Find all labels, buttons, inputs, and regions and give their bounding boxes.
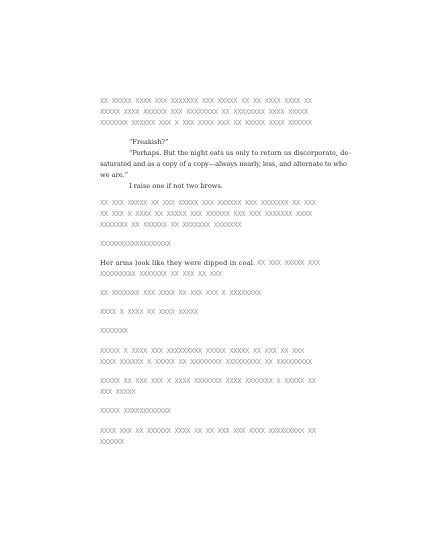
dialogue-line: “Freakish?” <box>129 138 169 146</box>
redacted-line: XXXXX X XXXX XXX XXXXXXXXX XXXXX XXXXX XX XXX XX XXX <box>100 347 304 355</box>
redacted-line: XXXXX XXXX XXXXXX XXX XXXXXXXX XX XXXXXXXX XXXX XXXXX <box>100 108 308 116</box>
redacted-line: XXXXXXX XX XXXXXX XX XXXXXXX XXXXXXX <box>100 221 242 229</box>
redacted-line: XXXXXXX <box>100 327 128 335</box>
dialogue-line: “Perhaps. But the night eats us only to return us discorporate, de- <box>129 149 351 157</box>
redacted-line: XXXXX XXXXXXXXXXXX <box>100 407 171 415</box>
redacted-line: XX XXX XXXXX XXX <box>257 259 320 267</box>
dialogue-line: saturated and as a copy of a copy—always nearly, less, and alternate to who <box>100 160 347 168</box>
redacted-line: XXXX XXX XX XXXXXX XXXX XX XX XXX XXX XXXX XXXXXXXXX XX <box>100 427 316 435</box>
redacted-line: XXXX X XXXX XX XXXX XXXXX <box>100 308 199 316</box>
redacted-line: XXXX XXXXXX X XXXXX XX XXXXXXXX XXXXXXXXX XX XXXXXXXXX <box>100 358 312 366</box>
redacted-line: XXX XXXXX <box>100 388 136 396</box>
redacted-line: XXXXX XX XXX XXX X XXXX XXXXXXX XXXX XXXXXXX X XXXXX XX <box>100 377 316 385</box>
redacted-line: XXXXXXXXX XXXXXXX XX XXX XX XXX <box>100 270 222 278</box>
redacted-line: XXXXXX <box>100 438 124 446</box>
redacted-line: XX XXX XXXXX XX XXX XXXXX XXX XXXXXX XXX XXXXXXX XX XXX <box>100 199 316 207</box>
dialogue-line: we are.” <box>100 171 129 179</box>
redacted-line: XX XXX X XXXX XX XXXXX XXX XXXXXX XXX XXX XXXXXXX XXXX <box>100 210 312 218</box>
redacted-line: XXXXXXXXXXXXXXXXXX <box>100 240 171 248</box>
narrative-line: Her arms look like they were dipped in coal. <box>100 259 256 267</box>
dialogue-line: I raise one if not two brows. <box>129 182 223 190</box>
redacted-line: XX XXXXX XXXX XXX XXXXXXX XXX XXXXX XX XX XXXX XXXX XX <box>100 97 312 105</box>
redacted-line: XXXXXXX XXXXXX XXX X XXX XXXX XXX XX XXXXX XXXX XXXXXX <box>100 119 312 127</box>
redacted-line: XX XXXXXXX XXX XXXX XX XXX XXX X XXXXXXXX <box>100 289 261 297</box>
